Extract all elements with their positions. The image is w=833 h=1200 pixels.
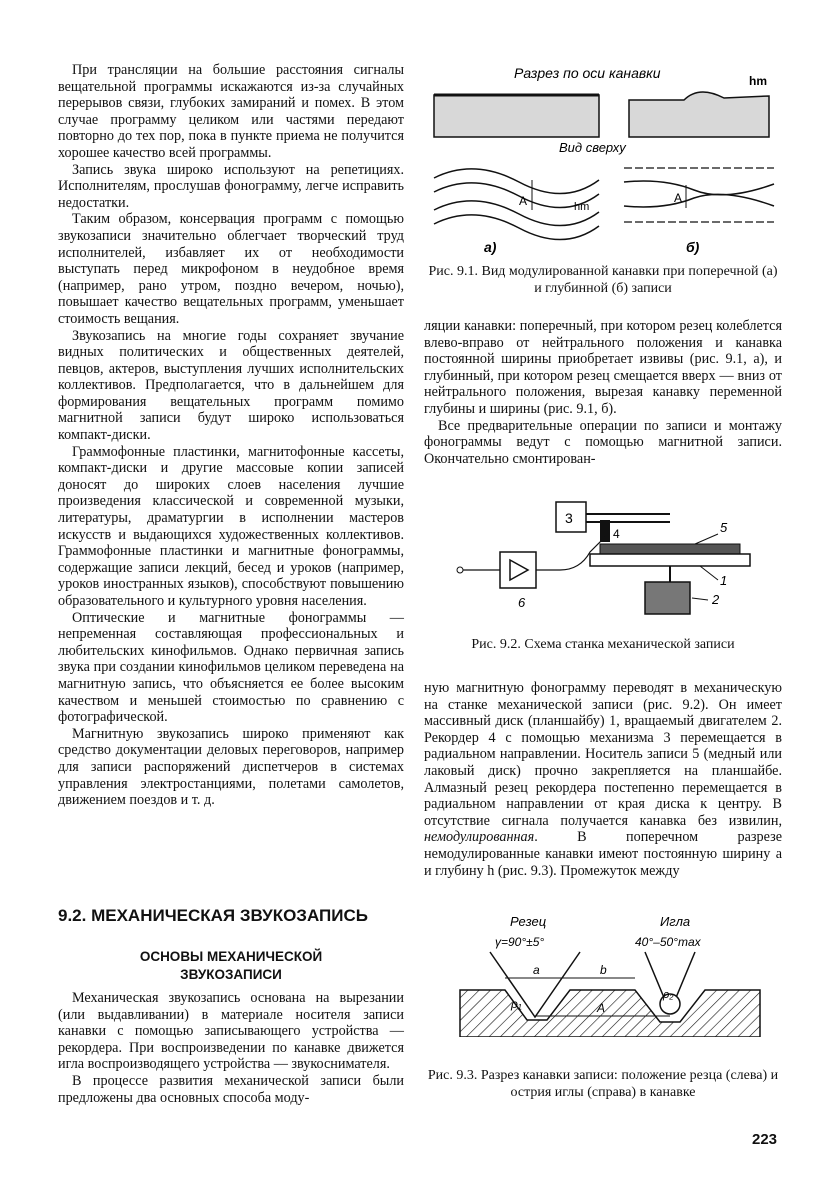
fig1-caption: Рис. 9.1. Вид модулированной канавки при поперечной (а) и глубинной (б) записи xyxy=(428,264,778,296)
paragraph: При трансляции на большие расстояния сигналы вещательной программы искажаются из-за случайных перерывов связи, глубоких замираний и помех. В этом случае программу целиком или частями передают повторно до тех пор, пока в пункте приема не получится хорошее качество всей программы. xyxy=(58,62,404,161)
paragraph: Запись звука широко используют на репетициях. Исполнителям, прослушав фонограмму, легче исправить недостатки. xyxy=(58,161,404,211)
fig3-dim-A: A xyxy=(597,1001,606,1015)
fig2-leader xyxy=(692,598,708,600)
fig1-title: Разрез по оси канавки xyxy=(514,65,661,81)
fig1-section-b xyxy=(629,92,769,137)
fig1-groove-a1 xyxy=(434,169,599,194)
right-text-1 xyxy=(424,318,782,467)
fig2-leader xyxy=(700,566,718,580)
paragraph: В процессе развития механической записи были предложены два основных способа моду- xyxy=(58,1072,404,1106)
figure-9-1 xyxy=(424,60,784,260)
fig1-section-a xyxy=(434,95,599,137)
fig1-groove-a4 xyxy=(434,215,599,240)
subsection-title xyxy=(58,948,404,984)
fig2-caption: Рис. 9.2. Схема станка механической записи xyxy=(471,637,735,652)
fig3-angle-cutter: γ=90°±5° xyxy=(495,935,545,949)
fig2-disc-5 xyxy=(600,544,740,554)
fig1-groove-b2 xyxy=(624,194,774,207)
fig1-groove-b1 xyxy=(624,181,774,195)
fig1-label-b: б) xyxy=(686,239,700,255)
fig2-label-1: 1 xyxy=(720,573,728,588)
section-title: 9.2. МЕХАНИЧЕСКАЯ ЗВУКОЗАПИСЬ xyxy=(58,906,368,925)
fig2-label-3: 3 xyxy=(565,510,573,526)
fig3-groove-section xyxy=(460,990,760,1037)
fig2-platter-1 xyxy=(590,554,750,566)
left-column-lower xyxy=(58,990,404,1106)
fig3-label-cutter: Резец xyxy=(510,914,547,929)
paragraph: Звукозапись на многие годы сохраняет звучание видных политических и общественных деятелей, певцов, актеров, выступления лучших исполнительских коллективов. Предполагается, что в дальнейшем для формирования вещательных программ помимо магнитной записи будут широко использоваться компакт-диски. xyxy=(58,327,404,444)
fig1-label-a: а) xyxy=(484,239,497,255)
fig2-label-4: 4 xyxy=(613,527,620,541)
fig3-radius-right: ρ₂ xyxy=(663,989,674,1001)
fig3-dim-a: a xyxy=(533,963,540,977)
fig2-label-2: 2 xyxy=(712,592,720,607)
text-run-italic: немодулированная xyxy=(424,829,535,846)
fig2-input-terminal xyxy=(457,567,463,573)
fig2-label-6: 6 xyxy=(518,595,526,610)
fig3-radius-left: ρ₁ xyxy=(511,997,522,1011)
fig1-hm-top: hm xyxy=(749,74,767,88)
fig1-dim-A-a: A xyxy=(519,194,528,208)
paragraph: Оптические и магнитные фонограммы — непременная составляющая профессиональных и любительских кинофильмов. Однако первичная запись звука при создании кинофильмов целиком переведена на магнитную запись, что объясняется ее более высоким качеством и меньшей стоимостью по сравнению с фотографической. xyxy=(58,609,404,726)
fig2-leader xyxy=(695,534,718,544)
fig2-label-5: 5 xyxy=(720,520,728,535)
fig3-label-needle: Игла xyxy=(660,914,691,929)
paragraph: Таким образом, консервация программ с помощью звукозаписи значительно облегчает творческий труд исполнителей, избавляет их от необходимости выступать перед микрофоном в неудобное время (например, рано утром, поздно вечером, ночью), повышает качество вещательных программ, уменьшает стоимость вещания. xyxy=(58,211,404,327)
paragraph: Граммофонные пластинки, магнитофонные кассеты, компакт-диски и другие массовые копии записей доносят до широких слоев населения лучшие произведения классической и современной музыки, литературы, драматургии в исполнении мастеров искусств и выдающихся художественных коллективов. Граммофонные пластинки и магнитные фонограммы, содержащие записи лекций, бесед и уроков (например, уроков иностранных языков), способствуют повышению образовательного и культурного уровня населения. xyxy=(58,443,404,609)
fig2-motor-2 xyxy=(645,582,690,614)
fig3-dim-b: b xyxy=(600,963,607,977)
paragraph: Механическая звукозапись основана на вырезании (или выдавливании) в материале носителя записи канавки с помощью записывающего устройства — рекордера. При воспроизведении по канавке движется игла воспроизводящего устройства — звукоснимателя. xyxy=(58,990,404,1073)
text-run: ную магнитную фонограмму переводят в механическую на станке механической записи (рис. 9.2). Он имеет массивный диск (планшайбу) 1, вращаемый двигателем 2. Рекордер 4 с помощью механизма 3 перемещается в радиальном направлении. Носитель записи 5 (медный или лаковый диск) прочно закрепляется на планшайбе. Алмазный резец рекордера постепенно перемещается в радиальном направлении от края диска к центру. В отсутствие сигнала получается канавка без извилин, xyxy=(424,680,782,829)
fig1-dim-A-b: A xyxy=(674,191,683,205)
text-run: . В поперечном разрезе немодулированные канавки имеют постоянную ширину a и глубину h (рис. 9.3). Промежуток между xyxy=(424,829,782,879)
page-number: 223 xyxy=(752,1131,778,1148)
paragraph xyxy=(424,680,782,879)
paragraph: ляции канавки: поперечный, при котором резец колеблется влево-вправо от нейтрального положения и канавка постоянной ширины приобретает извивы (рис. 9.1, а), и глубинный, при котором резец смещается вверх — вниз от нейтрального положения, вырезая канавку переменной глубины и ширины (рис. 9.1, б). xyxy=(424,318,782,417)
figure-9-2 xyxy=(450,492,770,627)
subsection-title-line: ОСНОВЫ МЕХАНИЧЕСКОЙ xyxy=(139,949,323,964)
fig1-view: Вид сверху xyxy=(559,140,626,155)
fig1-dim-hm-a: hm xyxy=(574,201,590,213)
figure-9-3 xyxy=(455,912,765,1037)
subsection-title-line: ЗВУКОЗАПИСИ xyxy=(180,967,282,982)
fig3-caption: Рис. 9.3. Разрез канавки записи: положение резца (слева) и острия иглы (справа) в канавке xyxy=(427,1068,779,1100)
fig2-amplifier-6 xyxy=(500,552,536,588)
paragraph: Магнитную звукозапись широко применяют как средство документации деловых переговоров, например для записи распоряжений диспетчеров в системах управления электростанциями, полетами самолетов, движением поездов и т. д. xyxy=(58,725,404,809)
fig2-recorder-4 xyxy=(600,520,610,542)
fig3-angle-needle: 40°–50°max xyxy=(635,935,701,949)
left-column xyxy=(58,62,404,809)
paragraph: Все предварительные операции по записи и монтажу фонограммы ведут с помощью магнитной записи. Окончательно смонтирован- xyxy=(424,417,782,467)
right-text-2 xyxy=(424,680,782,879)
